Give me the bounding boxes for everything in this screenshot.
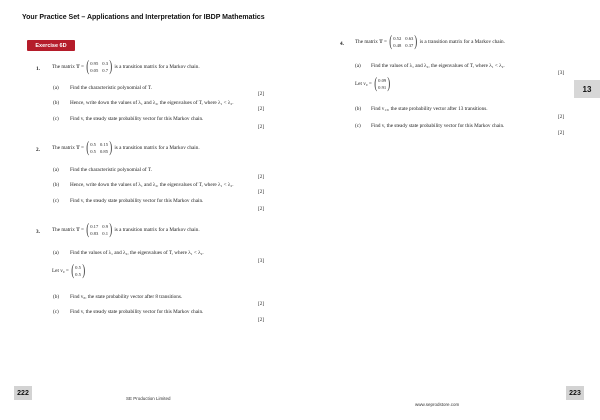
q2-number: 2. [36,147,40,153]
q2-stem: The matrix T = ( 0.5 0.15 0.5 0.85 ) is a transition matrix for a Markov chain. [52,139,200,156]
q1-stem-pre: The matrix [52,64,75,70]
q4-number: 4. [340,41,344,47]
q3-m12: 0.9 [102,224,109,229]
q1-T: T [76,64,80,70]
q2b-text: Hence, write down the values of λ₁ and λ₂, the eigenvalues of T, where λ₁ < λ₂. [70,182,234,188]
q4-T: T [379,39,383,45]
q3-stem-pre: The matrix [52,227,75,233]
q3-let [52,263,87,279]
q2-m22: 0.85 [99,149,109,154]
q3c-mark: [2] [258,317,265,323]
q4c-mark: [2] [558,130,565,136]
q1-stem-post: is a transition matrix for a Markov chain. [114,64,200,70]
q3a-text: Find the values of λ₁ and λ₂, the eigenvalues of T, where λ₁ < λ₂. [70,250,204,256]
q3-matrix: ( 0.17 0.9 0.83 0.1 ) [86,221,113,238]
q2c-mark: [2] [258,206,265,212]
q4-m21: 0.48 [393,43,402,48]
q4-matrix: ( 0.52 0.63 0.48 0.37 ) [389,33,418,50]
q4-stem-pre: The matrix [355,39,378,45]
q3-T: T [76,227,80,233]
q3b-label: (b) [53,294,60,300]
q2c-text: Find v, the steady state probability vector for this Markov chain. [70,198,204,204]
q2-matrix: ( 0.5 0.15 0.5 0.85 ) [86,139,113,156]
q3-m21: 0.83 [90,231,99,236]
q1c-label: (c) [53,116,59,122]
q1-m21: 0.05 [90,68,99,73]
q1-m11: 0.95 [90,61,99,66]
q3c-label: (c) [53,309,59,315]
q1-number: 1. [36,66,40,72]
q2a-mark: [2] [258,174,265,180]
q4-v0-1: 0.09 [378,78,387,83]
q4-let [355,76,393,92]
q4-v0-vector: ( 0.09 0.91 ) [374,75,391,92]
publisher-website: www.seprodstore.com [415,402,460,407]
right-page-number: 223 [566,386,584,400]
q1a-text: Find the characteristic polynomial of T. [70,85,152,91]
q3-stem: The matrix T = ( 0.17 0.9 0.83 0.1 ) is a transition matrix for a Markov chain. [52,221,200,238]
q3c-text: Find v, the steady state probability vector for this Markov chain. [70,309,204,315]
chapter-tab: 13 [574,80,600,98]
q2-stem-pre: The matrix [52,145,75,151]
q1-stem: The matrix T = ( 0.95 0.3 0.05 0.7 ) is a transition matrix for a Markov chain. [52,58,200,75]
q3-v0-vector: ( 0.5 0.5 ) [71,262,86,279]
q3-v0-1: 0.5 [75,265,81,270]
q2-m21: 0.5 [90,149,96,154]
q4a-text: Find the values of λ₁ and λ₂, the eigenvalues of T, where λ₁ < λ₂. [371,63,505,69]
q2-m11: 0.5 [90,142,96,147]
q3a-label: (a) [53,250,59,256]
q2-T: T [76,145,80,151]
left-page-number: 222 [14,386,32,400]
q1a-label: (a) [53,85,59,91]
q1-matrix: ( 0.95 0.3 0.05 0.7 ) [86,58,113,75]
q3a-mark: [3] [258,258,265,264]
q1b-text: Hence, write down the values of λ₁ and λ₂, the eigenvalues of T, where λ₁ < λ₂. [70,100,234,106]
q4b-label: (b) [355,106,362,112]
q2a-label: (a) [53,167,59,173]
q4-let-label: Let v₀ = [355,81,372,87]
q3-number: 3. [36,229,40,235]
q4b-text: Find v₁₃, the state probability vector after 13 transitions. [371,106,488,112]
publisher-name: SE Production Limited [126,396,171,401]
q1b-mark: [2] [258,106,265,112]
q3b-text: Find v₈, the state probability vector after 8 transitions. [70,294,183,300]
exercise-badge: Exercise 6D [27,40,75,51]
q4a-mark: [3] [558,70,565,76]
q3b-mark: [2] [258,301,265,307]
q1-m22: 0.7 [102,68,109,73]
q3-stem-post: is a transition matrix for a Markov chain. [114,227,200,233]
q4-m12: 0.63 [405,36,414,41]
q1b-label: (b) [53,100,60,106]
q3-v0-2: 0.5 [75,272,81,277]
q3-let-label: Let v₀ = [52,268,69,274]
q4a-label: (a) [355,63,361,69]
q1a-mark: [2] [258,91,265,97]
q4c-label: (c) [355,123,361,129]
q3-m11: 0.17 [90,224,99,229]
q2-stem-post: is a transition matrix for a Markov chain. [114,145,200,151]
q4b-mark: [2] [558,114,565,120]
q2b-label: (b) [53,182,60,188]
q4-m11: 0.52 [393,36,402,41]
q1-m12: 0.3 [102,61,109,66]
q1c-text: Find v, the steady state probability vector for this Markov chain. [70,116,204,122]
q2b-mark: [2] [258,189,265,195]
q4-stem: The matrix T = ( 0.52 0.63 0.48 0.37 ) is a transition matrix for a Markov chain. [355,33,505,50]
q3-m22: 0.1 [102,231,109,236]
q2a-text: Find the characteristic polynomial of T. [70,167,152,173]
page-header-title: Your Practice Set – Applications and Interpretation for IBDP Mathematics [22,14,265,21]
q4c-text: Find v, the steady state probability vector for this Markov chain. [371,123,505,129]
q4-stem-post: is a transition matrix for a Markov chain. [419,39,505,45]
q2-m12: 0.15 [99,142,109,147]
q1c-mark: [2] [258,124,265,130]
q4-m22: 0.37 [405,43,414,48]
q2c-label: (c) [53,198,59,204]
q4-v0-2: 0.91 [378,85,387,90]
